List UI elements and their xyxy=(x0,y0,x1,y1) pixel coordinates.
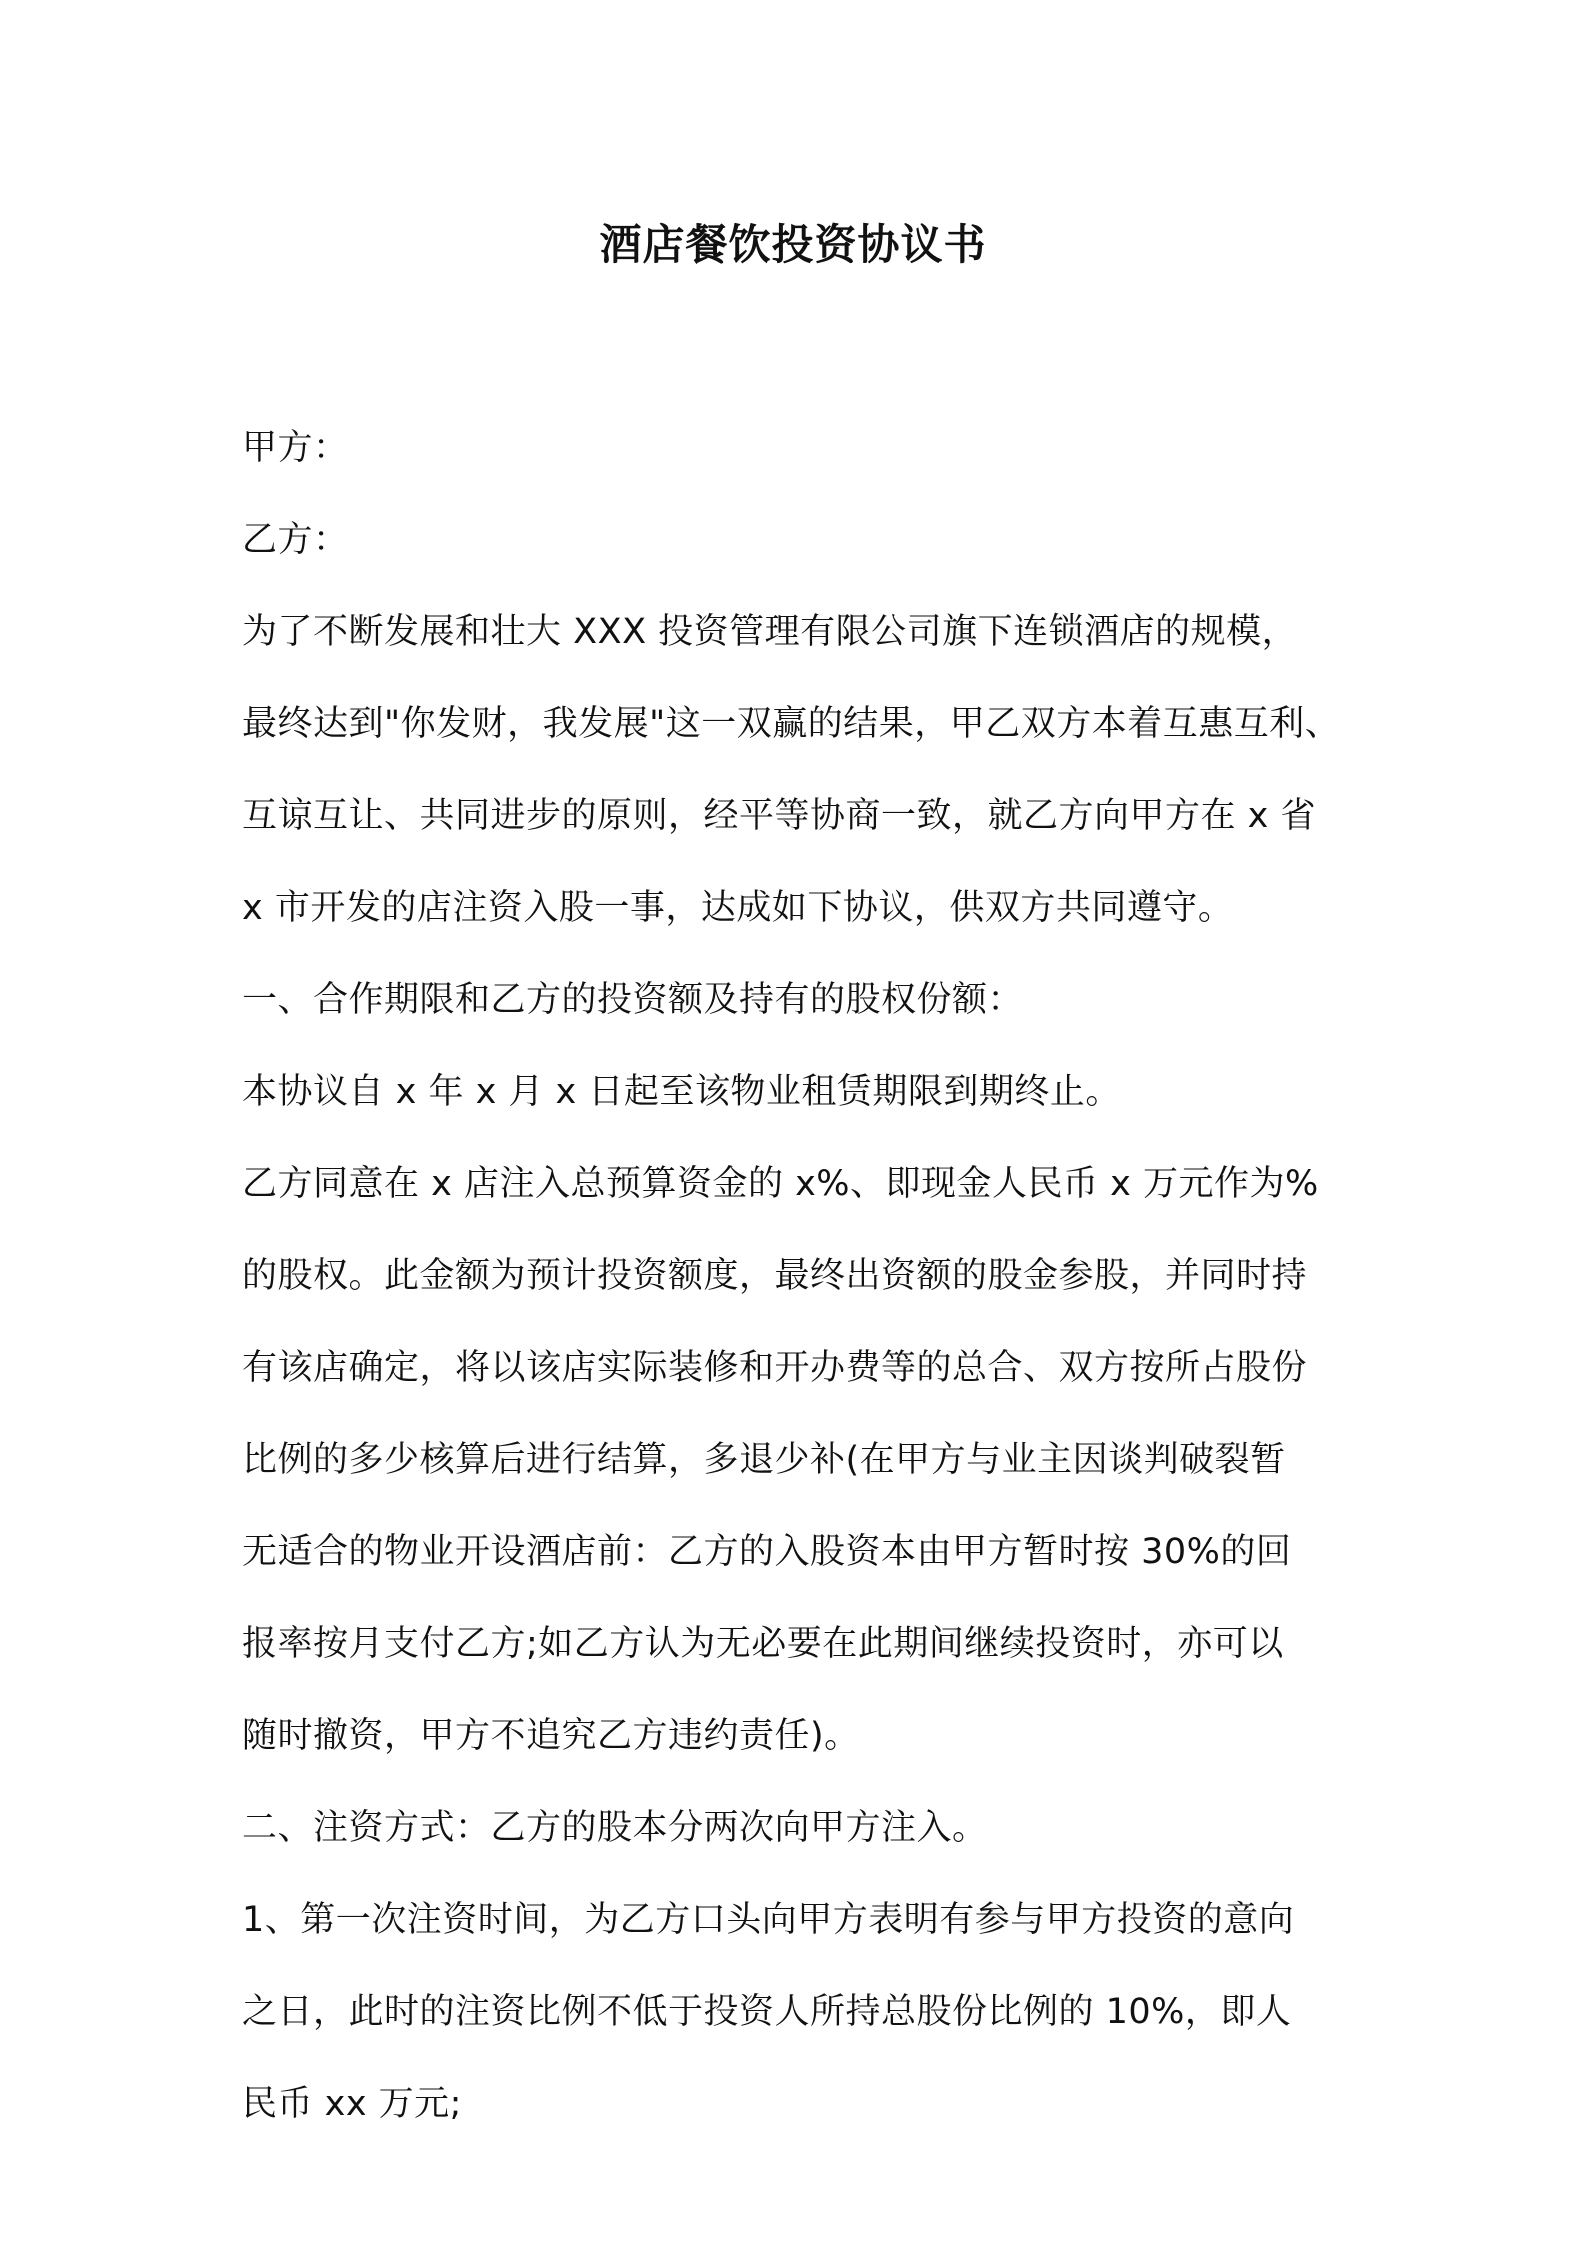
body-line: 有该店确定，将以该店实际装修和开办费等的总合、双方按所占股份 xyxy=(242,1348,1308,1388)
body-line: 随时撤资，甲方不追究乙方违约责任)。 xyxy=(242,1716,860,1756)
body-line: 民币 xx 万元; xyxy=(242,2084,462,2124)
preamble-line: x 市开发的店注资入股一事，达成如下协议，供双方共同遵守。 xyxy=(242,888,1234,928)
body-line: 比例的多少核算后进行结算，多退少补(在甲方与业主因谈判破裂暂 xyxy=(242,1440,1286,1480)
body-line: 乙方同意在 x 店注入总预算资金的 x%、即现金人民币 x 万元作为% xyxy=(242,1164,1319,1204)
body-line: 本协议自 x 年 x 月 x 日起至该物业租赁期限到期终止。 xyxy=(242,1072,1121,1112)
body-line: 报率按月支付乙方;如乙方认为无必要在此期间继续投资时，亦可以 xyxy=(242,1624,1284,1664)
document-body xyxy=(242,402,1342,2150)
party-b-line: 乙方： xyxy=(242,520,349,560)
party-a-line: 甲方： xyxy=(242,428,349,468)
preamble-line: 最终达到"你发财，我发展"这一双赢的结果，甲乙双方本着互惠互利、 xyxy=(242,704,1341,744)
section-heading-1: 一、合作期限和乙方的投资额及持有的股权份额： xyxy=(242,980,1024,1020)
body-line: 的股权。此金额为预计投资额度，最终出资额的股金参股，并同时持 xyxy=(242,1256,1308,1296)
preamble-line: 为了不断发展和壮大 XXX 投资管理有限公司旗下连锁酒店的规模， xyxy=(242,612,1298,652)
body-line: 无适合的物业开设酒店前：乙方的入股资本由甲方暂时按 30%的回 xyxy=(242,1532,1292,1572)
body-line: 之日，此时的注资比例不低于投资人所持总股份比例的 10%，即人 xyxy=(242,1992,1292,2032)
document-title: 酒店餐饮投资协议书 xyxy=(599,220,987,269)
body-line: 1、第一次注资时间，为乙方口头向甲方表明有参与甲方投资的意向 xyxy=(242,1900,1295,1940)
section-heading-2: 二、注资方式：乙方的股本分两次向甲方注入。 xyxy=(242,1808,988,1848)
preamble-line: 互谅互让、共同进步的原则，经平等协商一致，就乙方向甲方在 x 省 xyxy=(242,796,1316,836)
